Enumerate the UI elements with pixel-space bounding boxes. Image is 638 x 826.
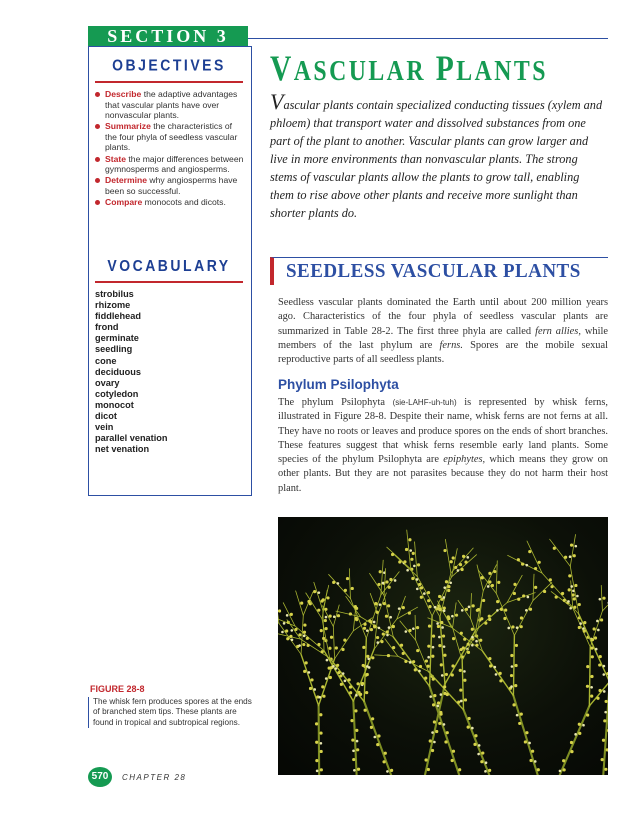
objective-item: Describe the adaptive advantages that vascular plants have over nonvascular plants. bbox=[95, 89, 245, 121]
figure-label: FIGURE 28-8 bbox=[90, 684, 145, 694]
vocab-term: vein bbox=[95, 422, 114, 433]
vocab-term: ovary bbox=[95, 377, 120, 388]
vocab-term: cone bbox=[95, 355, 117, 366]
vocab-term: germinate bbox=[95, 333, 139, 344]
vocab-term: strobilus bbox=[95, 289, 134, 299]
objective-item: Determine why angiosperms have been so successful. bbox=[95, 175, 245, 196]
chapter-label: CHAPTER 28 bbox=[122, 773, 187, 782]
whisk-fern-photo bbox=[278, 517, 608, 775]
vocab-term: net venation bbox=[95, 444, 150, 455]
vocab-term: deciduous bbox=[95, 366, 141, 377]
vocab-term: dicot bbox=[95, 411, 117, 422]
objective-item: State the major differences between gymnosperms and angiosperms. bbox=[95, 154, 245, 175]
body-paragraph-1: Seedless vascular plants dominated the Earth until about 200 million years ago. Characteristics of the four phyla of seedless vascular plants are summarized in Table 28-2. The first three phyla are called fern allies, while members of the last phylum are ferns. Spores are the mobile sexual reproductive parts of all seedless plants. bbox=[278, 297, 609, 366]
page-title: VASCULAR PLANTS bbox=[270, 48, 548, 88]
figure-caption: The whisk fern produces spores at the ends of branched stem tips. These plants are found in tropical and subtropical regions. bbox=[88, 697, 258, 728]
objective-item: Compare monocots and dicots. bbox=[95, 197, 245, 208]
drop-cap: V bbox=[270, 89, 284, 114]
vocabulary-heading: VOCABULARY bbox=[107, 255, 231, 275]
objectives-vocabulary-box bbox=[88, 46, 252, 496]
page-number: 570 bbox=[88, 767, 112, 787]
header-rule bbox=[248, 38, 608, 39]
vocab-term: frond bbox=[95, 322, 119, 333]
subheading-psilophyta: Phylum Psilophyta bbox=[278, 377, 399, 392]
objectives-heading: OBJECTIVES bbox=[112, 55, 226, 75]
objective-item: Summarize the characteristics of the four phyla of seedless vascular plants. bbox=[95, 121, 245, 153]
section-banner: SECTION 3 bbox=[88, 26, 248, 46]
section-heading: SEEDLESS VASCULAR PLANTS bbox=[286, 260, 581, 282]
objectives-rule bbox=[95, 81, 243, 83]
vocab-term: cotyledon bbox=[95, 388, 139, 399]
vocab-term: parallel venation bbox=[95, 433, 168, 444]
vocab-term: fiddlehead bbox=[95, 311, 141, 322]
vocab-term: monocot bbox=[95, 399, 134, 410]
whisk-fern-illustration bbox=[278, 517, 608, 775]
intro-paragraph: Vascular plants contain specialized conducting tissues (xylem and phloem) that transport water and dissolved substances from one part of the plant to another. Vascular plants can grow larger and live in more environments than nonvascular plants. The strong stems of vascular plants allow the plants to grow tall, enabling them to rise above other plants and receive more sunlight than shorter plants do. bbox=[270, 89, 603, 220]
objectives-list bbox=[95, 89, 245, 208]
vocab-term: rhizome bbox=[95, 300, 131, 311]
vocab-term: seedling bbox=[95, 344, 133, 355]
pronunciation: (sie-LAHF-uh-tuh) bbox=[392, 398, 457, 407]
vocabulary-list bbox=[95, 289, 168, 455]
vocabulary-rule bbox=[95, 281, 243, 283]
body-paragraph-2: The phylum Psilophyta (sie-LAHF-uh-tuh) is represented by whisk ferns, illustrated in Figure 28-8. Despite their name, whisk ferns are not ferns at all. They have no roots or leaves and produce spores on the ends of short branches. These features suggest that whisk ferns resemble early land plants. Some species of the phylum Psilophyta are epiphytes, which means they grow on other plants. But they are not parasites because they do not harm their host plant. bbox=[278, 397, 609, 494]
